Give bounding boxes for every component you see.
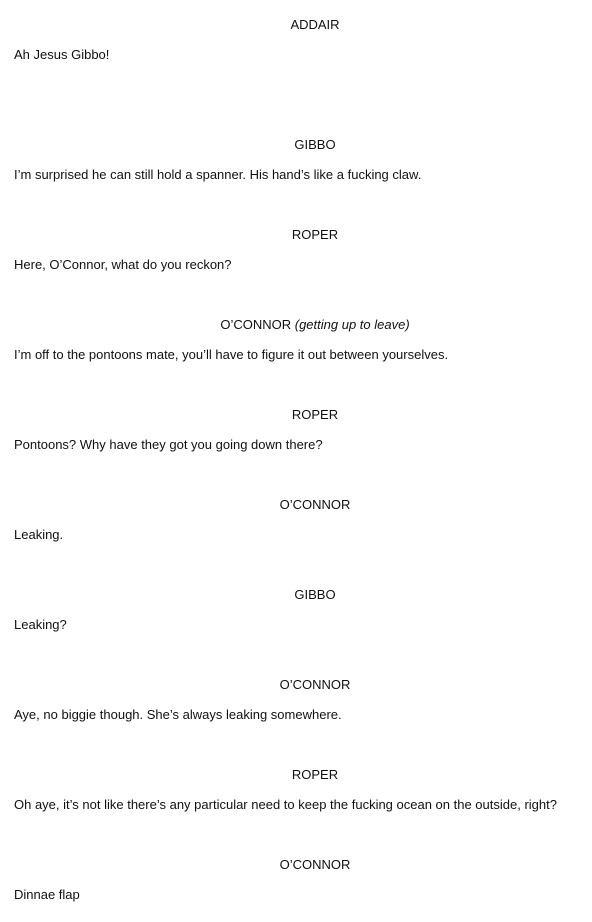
dialogue-line: Aye, no biggie though. She’s always leaking somewhere.: [14, 707, 342, 722]
dialogue-line: Here, O’Connor, what do you reckon?: [14, 257, 232, 272]
character-name: [38, 586, 592, 604]
character-label: ROPER: [291, 767, 339, 782]
dialogue-line: Oh aye, it’s not like there’s any particular need to keep the fucking ocean on the outside, right?: [14, 797, 557, 812]
dialogue-line: Leaking?: [14, 617, 67, 632]
dialogue-line: Leaking.: [14, 527, 64, 542]
character-name: [38, 16, 592, 34]
character-name: [38, 676, 592, 694]
dialogue-line: I’m surprised he can still hold a spanner. His hand’s like a fucking claw.: [14, 167, 422, 182]
character-label: O’CONNOR: [220, 317, 292, 332]
parenthetical: (getting up to leave): [294, 317, 410, 332]
character-name: [38, 496, 592, 514]
dialogue-line: Ah Jesus Gibbo!: [14, 47, 110, 62]
dialogue-line: Dinnae flap: [14, 887, 80, 902]
character-name: [38, 136, 592, 154]
character-label: GIBBO: [294, 587, 336, 602]
dialogue-line: I’m off to the pontoons mate, you’ll have to figure it out between yourselves.: [14, 347, 449, 362]
character-name: [38, 406, 592, 424]
character-name: [38, 226, 592, 244]
character-label: O’CONNOR: [279, 677, 351, 692]
character-name: [38, 316, 592, 334]
character-label: O’CONNOR: [279, 857, 351, 872]
dialogue-line: Pontoons? Why have they got you going down there?: [14, 437, 323, 452]
character-label: ADDAIR: [290, 17, 340, 32]
character-label: ROPER: [291, 407, 339, 422]
character-label: ROPER: [291, 227, 339, 242]
character-name: [38, 856, 592, 874]
character-name: [38, 766, 592, 784]
character-label: O’CONNOR: [279, 497, 351, 512]
character-label: GIBBO: [294, 137, 336, 152]
